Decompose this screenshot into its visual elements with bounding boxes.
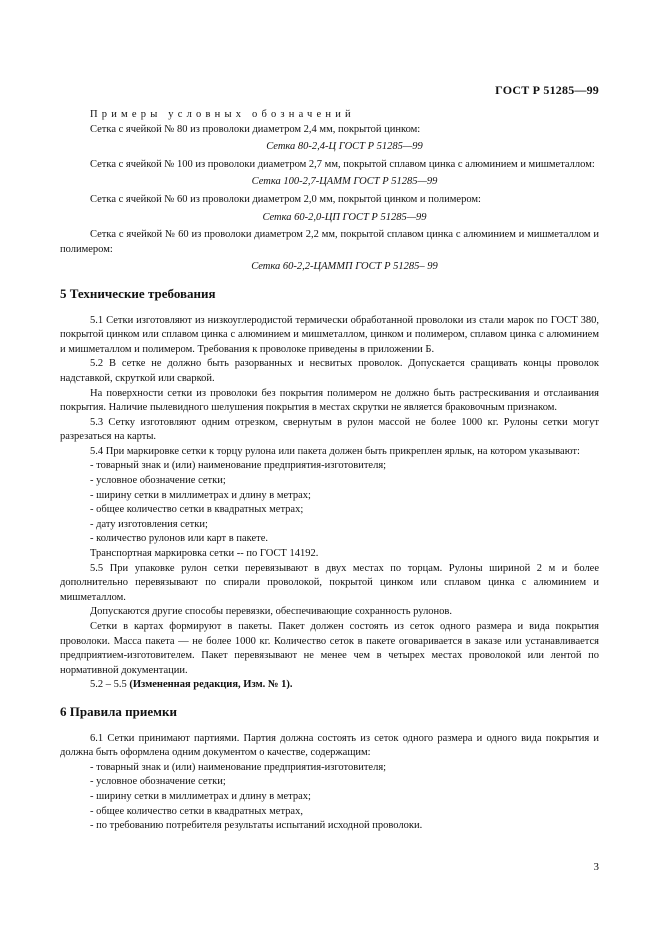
- section-6-title: 6 Правила приемки: [60, 703, 177, 719]
- example-2-code: Сетка 100-2,7-ЦАММ ГОСТ Р 51285—99: [251, 176, 438, 188]
- list-item: - товарный знак и (или) наименование предприятия-изготовителя;: [90, 460, 387, 472]
- example-4-text: Сетка с ячейкой № 60 из проволоки диаметром 2,2 мм, покрытой сплавом цинка с алюминием и мишметаллом и полимером:: [60, 229, 599, 255]
- list-item: - условное обозначение сетки;: [90, 475, 226, 487]
- section-5-p8: Допускаются другие способы перевязки, обеспечивающие сохранность рулонов.: [90, 606, 453, 618]
- section-5-p5: 5.4 При маркировке сетки к торцу рулона или пакета должен быть прикреплен ярлык, на котором указывают:: [90, 445, 580, 457]
- section-5-p9: Сетки в картах формируют в пакеты. Пакет должен состоять из сеток одного размера и вида покрытия проволоки. Масса пакета — не более 1000 кг. Количество сеток в пакете оговаривается в заказе или устанавливается предприятием-изготовителем. Пакет перевязывают не менее чем в четырех местах проволокой или лентой по нормативной документации.: [60, 621, 599, 676]
- section-5-p4: 5.3 Сетку изготовляют одним отрезком, свернутым в рулон массой не более 1000 кг. Рулоны сетки могут разрезаться на карты.: [60, 416, 599, 443]
- amendment-range: 5.2 – 5.5: [90, 679, 127, 691]
- list-item: - общее количество сетки в квадратных метрах,: [90, 805, 303, 817]
- example-3-text: Сетка с ячейкой № 60 из проволоки диаметром 2,0 мм, покрытой цинком и полимером:: [90, 193, 481, 205]
- list-item: - товарный знак и (или) наименование предприятия-изготовителя;: [90, 761, 387, 773]
- section-5-p2: 5.2 В сетке не должно быть разорванных и несвитых проволок. Допускается сращивать концы проволок надставкой, скруткой или сваркой.: [60, 358, 599, 384]
- list-item: - дату изготовления сетки;: [90, 518, 208, 530]
- example-1-text: Сетка с ячейкой № 80 из проволоки диаметром 2,4 мм, покрытой цинком:: [90, 123, 421, 135]
- section-5-list: [90, 459, 599, 547]
- example-3-code: Сетка 60-2,0-ЦП ГОСТ Р 51285—99: [262, 211, 427, 223]
- page-number: 3: [593, 861, 599, 873]
- list-item: - по требованию потребителя результаты испытаний исходной проволоки.: [90, 820, 423, 832]
- examples-heading: Примеры условных обозначений: [90, 109, 355, 120]
- amendment-note: (Измененная редакция, Изм. № 1).: [129, 679, 293, 691]
- document-id-header: ГОСТ Р 51285—99: [495, 83, 599, 97]
- list-item: - ширину сетки в миллиметрах и длину в метрах;: [90, 489, 311, 501]
- example-2-text: Сетка с ячейкой № 100 из проволоки диаметром 2,7 мм, покрытой сплавом цинка с алюминием и мишметаллом:: [90, 158, 595, 170]
- page-content: [60, 108, 599, 834]
- example-4-code: Сетка 60-2,2-ЦАММП ГОСТ Р 51285– 99: [251, 261, 438, 273]
- section-6-list: [90, 761, 599, 834]
- section-5-amendment: [90, 678, 599, 693]
- section-5-p1: 5.1 Сетки изготовляют из низкоуглеродистой термически обработанной проволоки из стали марок по ГОСТ 380, покрытой цинком или сплавом цинка с алюминием и мишметаллом, цинком и полимером, сплавом цинка с алюминием и мишметаллом и полимером. Требования к проволоке приведены в приложении Б.: [60, 314, 599, 355]
- section-6-p1: 6.1 Сетки принимают партиями. Партия должна состоять из сеток одного размера и одного вида покрытия и должна быть оформлена одним документом о качестве, содержащим:: [60, 732, 599, 759]
- section-5-title: 5 Технические требования: [60, 285, 216, 301]
- list-item: - условное обозначение сетки;: [90, 776, 226, 788]
- list-item: - количество рулонов или карт в пакете.: [90, 533, 268, 545]
- section-5-p7: 5.5 При упаковке рулон сетки перевязывают в двух местах по торцам. Рулоны шириной 2 м и более дополнительно перевязывают по спирали проволокой, покрытой цинком или сплавом цинка с алюминием и мишметаллом.: [60, 562, 599, 603]
- list-item: - общее количество сетки в квадратных метрах;: [90, 504, 304, 516]
- section-5-p3: На поверхности сетки из проволоки без покрытия полимером не должно быть растрескивания и отслаивания покрытия. Наличие пылевидного шелушения покрытия в местах скрутки не является браковочным признаком.: [60, 387, 599, 414]
- example-1-code: Сетка 80-2,4-Ц ГОСТ Р 51285—99: [266, 141, 423, 153]
- section-5-p6: Транспортная маркировка сетки -- по ГОСТ 14192.: [90, 548, 319, 560]
- list-item: - ширину сетки в миллиметрах и длину в метрах;: [90, 790, 311, 802]
